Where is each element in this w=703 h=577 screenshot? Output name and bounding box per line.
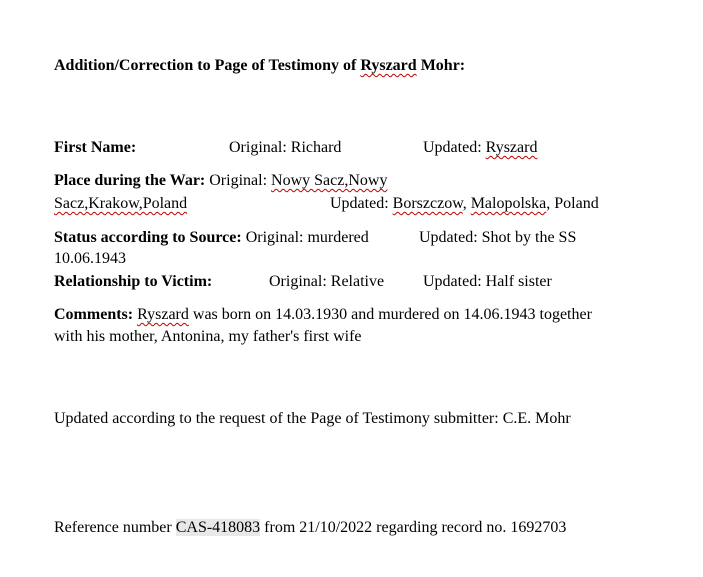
reference-suffix: from 21/10/2022 regarding record no. 1692703 [260,519,567,536]
comments-line1-rest: was born on 14.03.1930 and murdered on 14.06.1943 together [188,306,592,323]
reference-case-number: CAS-418083 [175,519,261,536]
comments-name: Ryszard [137,306,189,323]
relationship-original: Original: Relative [269,273,385,290]
heading-prefix: Addition/Correction to Page of Testimony of [54,57,361,74]
comments-label: Comments: [54,306,134,323]
reference-line [54,518,566,538]
place-original-prefix: Original: [205,172,272,189]
reference-prefix: Reference number [54,519,176,536]
place-updated-sep: , [462,195,471,212]
place-updated-town: Borszczow [392,195,463,212]
comments-line-1 [54,305,592,325]
status-updated: Updated: Shot by the SS [419,229,577,246]
status-date: 10.06.1943 [54,250,126,267]
document-heading [54,56,465,76]
place-updated [330,194,599,214]
place-line-1 [54,171,387,191]
heading-first-name: Ryszard [360,57,417,74]
place-updated-country: , Poland [546,195,599,212]
status-line-1 [54,228,369,248]
comments-line-2: with his mother, Antonina, my father's first wife [54,328,362,345]
place-label: Place during the War: [54,172,206,189]
status-original: Original: murdered [241,229,369,246]
updated-note: Updated according to the request of the Page of Testimony submitter: C.E. Mohr [54,410,571,427]
first-name-updated-prefix: Updated: [423,139,486,156]
place-original-value-line2: Sacz,Krakow,Poland [54,195,188,212]
relationship-updated: Updated: Half sister [423,273,552,290]
status-label: Status according to Source: [54,229,242,246]
place-original-value-line1: Nowy Sacz,Nowy [271,172,388,189]
relationship-label: Relationship to Victim: [54,273,213,290]
place-updated-prefix: Updated: [330,195,393,212]
first-name-label: First Name: [54,139,137,156]
heading-suffix: Mohr: [416,57,466,74]
first-name-updated [423,138,537,158]
first-name-original: Original: Richard [229,139,342,156]
first-name-updated-value: Ryszard [485,139,538,156]
place-updated-region: Malopolska [470,195,547,212]
